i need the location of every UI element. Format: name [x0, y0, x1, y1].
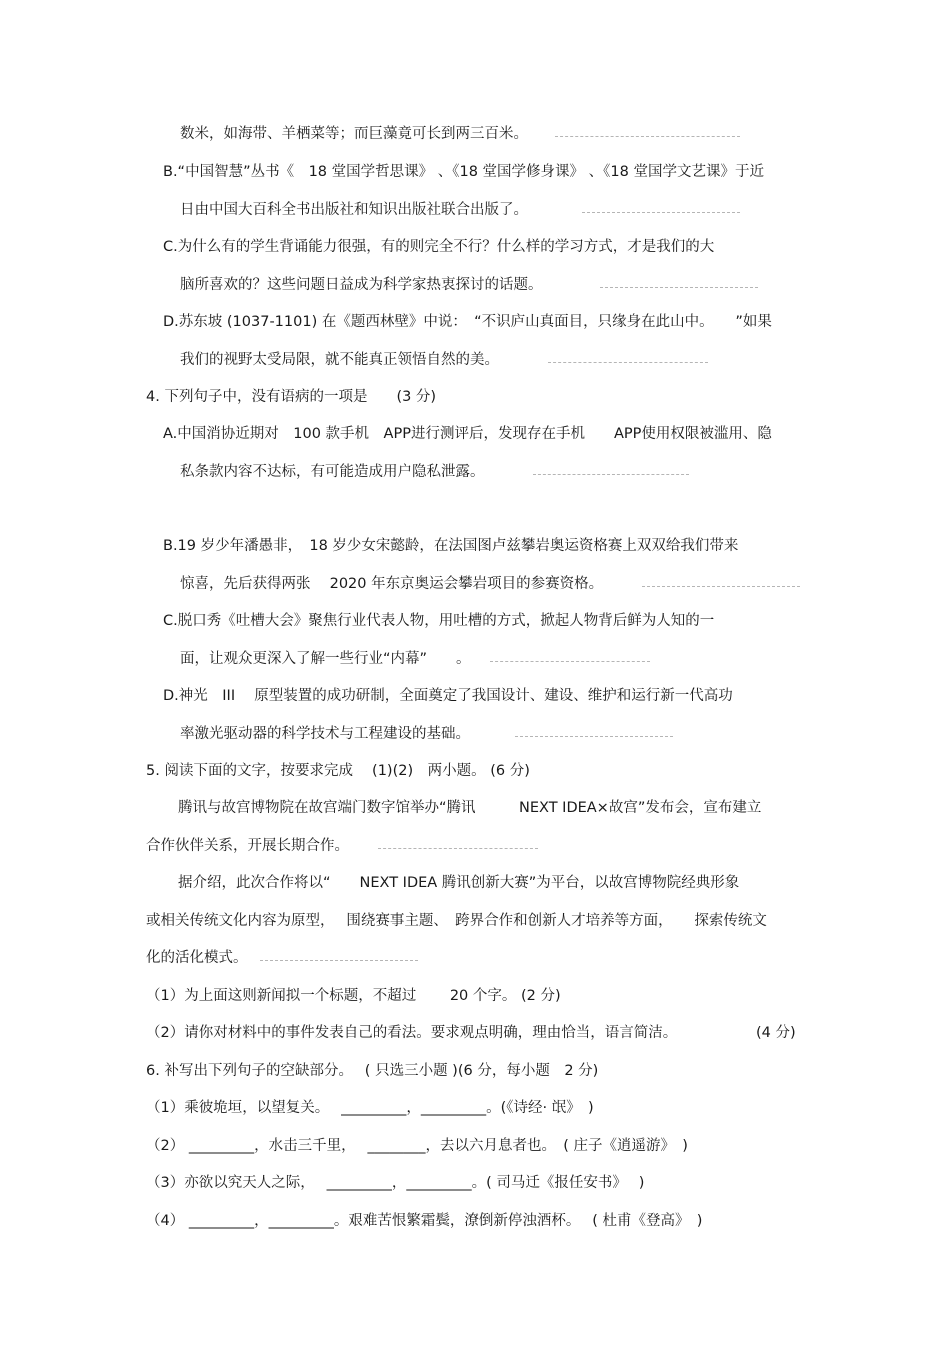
q5-subquestion-2-score: (4 分) [756, 1025, 796, 1041]
dashed-underline [600, 287, 758, 288]
q4-option-a: A.中国消协近期对 100 款手机 APP进行测评后，发现存在手机 APP使用权限被滥用、隐 [163, 426, 772, 442]
q3-option-c-continuation: 脑所喜欢的？这些问题日益成为科学家热衷探讨的话题。 [180, 277, 543, 293]
dashed-underline [555, 136, 740, 137]
q4-option-a-continuation: 私条款内容不达标，有可能造成用户隐私泄露。 [180, 464, 485, 480]
q5-subquestion-2: （2）请你对材料中的事件发表自己的看法。要求观点明确，理由恰当，语言简洁。 [146, 1025, 678, 1041]
q5-passage-p2-line2: 或相关传统文化内容为原型， 围绕赛事主题、 跨界合作和创新人才培养等方面， 探索传统文 [146, 913, 767, 929]
q6-item-3: （3）亦欲以究天人之际， _________，_________。( 司马迁《报任安书》 ) [146, 1175, 645, 1191]
q3-option-c: C.为什么有的学生背诵能力很强，有的则完全不行？什么样的学习方式，才是我们的大 [163, 239, 715, 255]
q4-stem: 4. 下列句子中，没有语病的一项是 (3 分) [146, 389, 437, 405]
q3-option-d: D.苏东坡 (1037-1101) 在《题西林壁》中说： “不识庐山真面目，只缘身在此山中。 ”如果 [163, 314, 772, 330]
q6-stem: 6. 补写出下列句子的空缺部分。 ( 只选三小题 )(6 分，每小题 2 分) [146, 1063, 599, 1079]
q5-passage-p2: 据介绍，此次合作将以“ NEXT IDEA 腾讯创新大赛”为平台，以故宫博物院经典形象 [178, 875, 740, 891]
dashed-underline [490, 661, 650, 662]
dashed-underline [582, 212, 740, 213]
q3-option-b: B.“中国智慧”丛书《 18 堂国学哲思课》 、《18 堂国学修身课》 、《18 堂国学文艺课》于近 [163, 164, 764, 180]
q4-option-b-continuation: 惊喜，先后获得两张 2020 年东京奥运会攀岩项目的参赛资格。 [180, 576, 604, 592]
dashed-underline [515, 736, 673, 737]
q4-option-c-continuation: 面，让观众更深入了解一些行业“内幕” 。 [180, 651, 471, 667]
q5-stem: 5. 阅读下面的文字，按要求完成 (1)(2) 两小题。 (6 分) [146, 763, 530, 779]
q4-option-c: C.脱口秀《吐槽大会》聚焦行业代表人物，用吐槽的方式，掀起人物背后鲜为人知的一 [163, 613, 715, 629]
q3-option-d-continuation: 我们的视野太受局限，就不能真正领悟自然的美。 [180, 352, 499, 368]
dashed-underline [642, 586, 800, 587]
q3-option-a-continuation: 数米，如海带、羊栖菜等；而巨藻竟可长到两三百米。 [180, 126, 528, 142]
q5-passage-p2-line3: 化的活化模式。 [146, 950, 248, 966]
dashed-underline [260, 960, 418, 961]
q6-item-2: （2） _________，水击三千里， ________，去以六月息者也。 ( 庄子《逍遥游》 ) [146, 1138, 688, 1154]
q5-passage-p1: 腾讯与故宫博物院在故宫端门数字馆举办“腾讯 NEXT IDEA×故宫”发布会，宣布建立 [178, 800, 762, 816]
q5-subquestion-1: （1）为上面这则新闻拟一个标题，不超过 20 个字。 (2 分) [146, 988, 561, 1004]
q6-item-4: （4） _________，_________。艰难苦恨繁霜鬓，潦倒新停浊酒杯。 ( 杜甫《登高》 ) [146, 1213, 703, 1229]
dashed-underline [378, 848, 538, 849]
dashed-underline [548, 362, 708, 363]
q6-item-1: （1）乘彼垝垣，以望复关。 _________，_________。(《诗经· 氓》 ) [146, 1100, 594, 1116]
dashed-underline [533, 474, 689, 475]
q3-option-b-continuation: 日由中国大百科全书出版社和知识出版社联合出版了。 [180, 202, 528, 218]
q4-option-b: B.19 岁少年潘愚非， 18 岁少女宋懿龄，在法国图卢兹攀岩奥运资格赛上双双给我们带来 [163, 538, 739, 554]
q4-option-d: D.神光 III 原型装置的成功研制，全面奠定了我国设计、建设、维护和运行新一代高功 [163, 688, 733, 704]
q5-passage-p1-continuation: 合作伙伴关系，开展长期合作。 [146, 838, 349, 854]
q4-option-d-continuation: 率激光驱动器的科学技术与工程建设的基础。 [180, 726, 470, 742]
